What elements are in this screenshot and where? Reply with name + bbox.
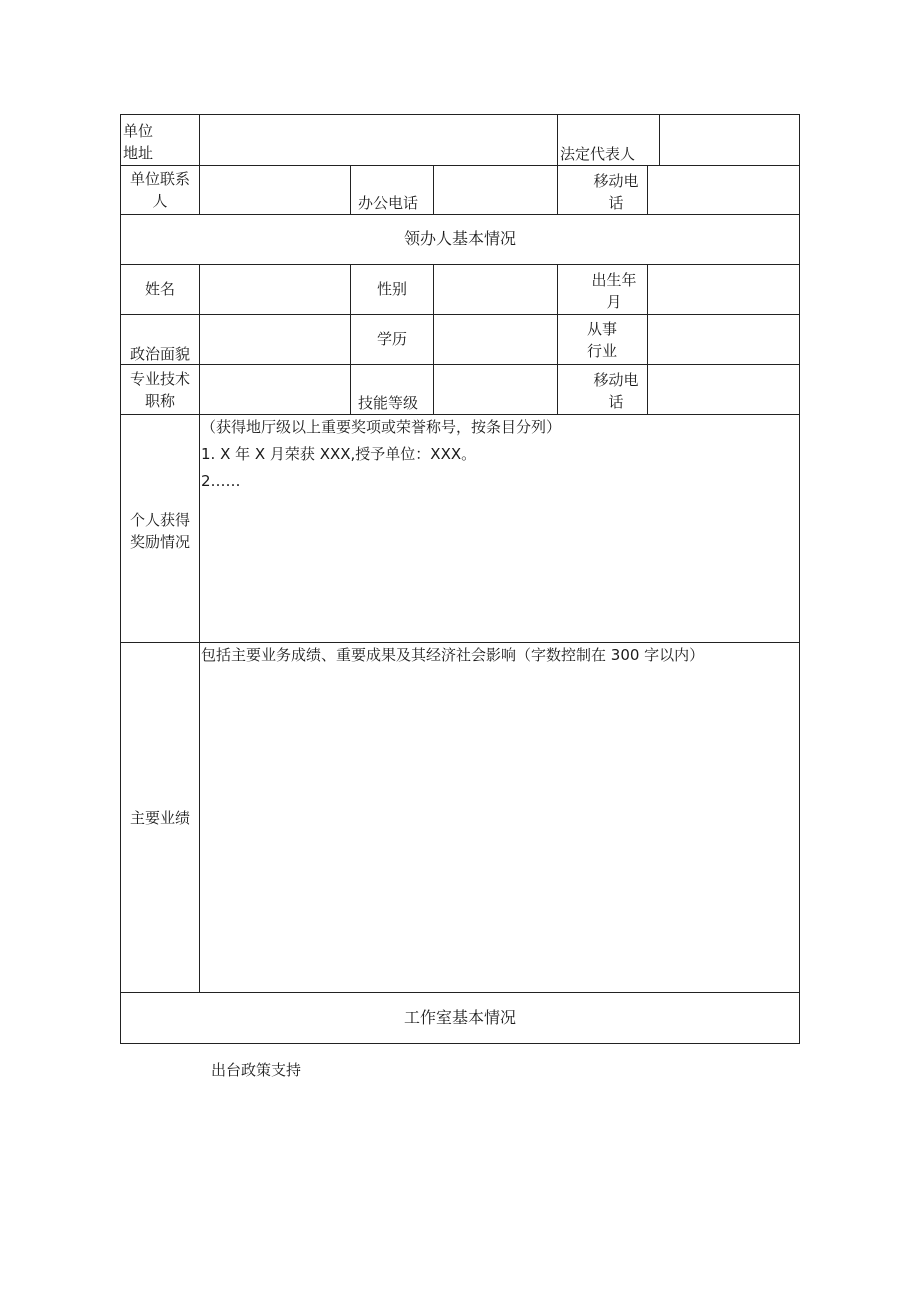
name-field[interactable] [201,266,349,313]
row-divider [120,264,800,265]
column-divider [557,165,558,214]
column-divider [350,165,351,214]
row-divider [120,214,800,215]
column-divider [199,165,200,214]
awards-label: 个人获得 奖励情况 [129,511,190,551]
legal-rep-label: 法定代表人 [560,145,636,163]
industry-field[interactable] [649,316,798,363]
awards-hint: （获得地厅级以上重要奖项或荣誉称号，按条目分列） [201,418,562,436]
awards-field[interactable] [201,416,798,641]
professional-title-field[interactable] [201,366,349,413]
birth-date-label: 出生年 月 [591,271,637,311]
achievements-field[interactable] [201,644,798,991]
legal-rep-field[interactable] [661,116,798,164]
office-phone-label: 办公电话 [358,194,419,212]
application-form-table [120,114,800,1044]
policy-support-note: 出台政策支持 [211,1061,302,1079]
achievements-hint: 包括主要业务成绩、重要成果及其经济社会影响（字数控制在 300 字以内） [201,646,705,664]
gender-field[interactable] [435,266,556,313]
column-divider [199,264,200,414]
table-border-right [799,114,800,1044]
column-divider [199,414,200,992]
mobile-phone-label-1: 移动电 话 [593,172,639,212]
column-divider [199,114,200,165]
unit-contact-label: 单位联系 人 [129,170,190,210]
studio-section-title: 工作室基本情况 [403,1008,516,1027]
mobile-phone-field-2[interactable] [649,366,798,413]
mobile-phone-field-1[interactable] [649,167,798,213]
awards-entry-2: 2…… [201,472,241,490]
table-border-top [120,114,800,115]
row-divider [120,364,800,365]
gender-label: 性别 [376,280,407,298]
unit-contact-field[interactable] [201,167,349,213]
table-border-left [120,114,121,1044]
politics-label: 政治面貌 [129,345,190,363]
unit-address-label: 单位 地址 [123,122,154,162]
column-divider [557,114,558,165]
leader-section-title: 领办人基本情况 [403,229,516,248]
industry-label: 从事 行业 [586,320,617,360]
mobile-phone-label-2: 移动电 话 [593,371,639,411]
row-divider [120,314,800,315]
column-divider [557,264,558,414]
column-divider [350,264,351,414]
row-divider [120,414,800,415]
education-label: 学历 [376,330,407,348]
table-border-bottom [120,1043,800,1044]
row-divider [120,642,800,643]
birth-date-field[interactable] [649,266,798,313]
skill-level-field[interactable] [435,366,556,413]
politics-field[interactable] [201,316,349,363]
professional-title-label: 专业技术 职称 [129,370,190,410]
achievements-label: 主要业绩 [129,809,190,827]
row-divider [120,992,800,993]
name-label: 姓名 [144,280,175,298]
office-phone-field[interactable] [435,167,556,213]
row-divider [120,165,800,166]
unit-address-field[interactable] [201,116,556,164]
skill-level-label: 技能等级 [358,394,419,412]
education-field[interactable] [435,316,556,363]
awards-entry-1: 1. X 年 X 月荣获 XXX,授予单位：XXX。 [201,445,477,463]
